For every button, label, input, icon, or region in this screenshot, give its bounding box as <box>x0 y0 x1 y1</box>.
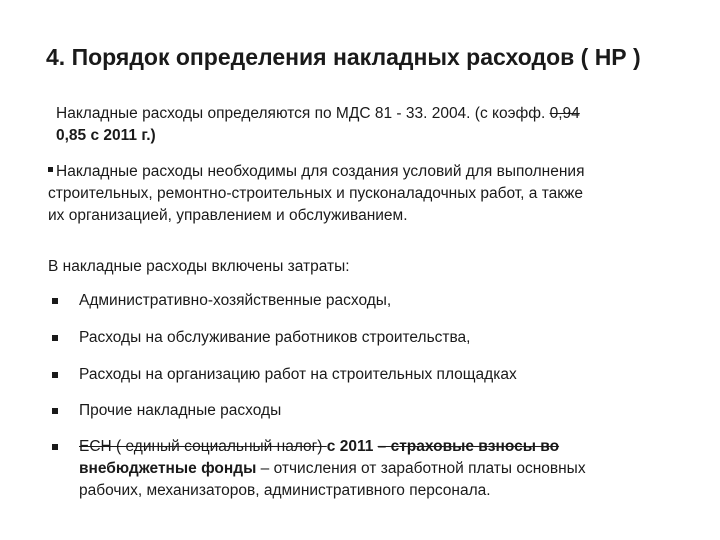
insurance-line-1 <box>79 436 586 458</box>
purpose-paragraph <box>48 161 698 227</box>
purpose-line-1: Накладные расходы необходимы для создания условий для выполнения <box>48 161 698 183</box>
square-bullet-icon <box>52 372 58 378</box>
intro-line-2: 0,85 с 2011 г.) <box>56 127 156 144</box>
slide-title: 4. Порядок определения накладных расходов ( НР ) <box>46 44 641 70</box>
year-2011: с 2011 <box>326 438 378 455</box>
costs-heading: В накладные расходы включены затраты: <box>48 258 350 275</box>
intro-text: Накладные расходы определяются по МДС 81 - 33. 2004. (с коэфф. <box>56 105 550 122</box>
insurance-line-2: внебюджетные фонды – отчисления от заработной платы основных <box>79 460 586 477</box>
intro-paragraph <box>56 103 706 147</box>
purpose-line-2: строительных, ремонтно-строительных и пусконаладочных работ, а также <box>48 185 584 202</box>
struck-coefficient: 0,94 <box>549 105 580 122</box>
struck-esn: ЕСН ( единый социальный налог) <box>79 438 327 455</box>
struck-insurance: – страховые взносы во <box>377 438 560 455</box>
insurance-line-3: рабочих, механизаторов, административного персонала. <box>79 482 491 499</box>
slide: 4. Порядок определения накладных расходов ( НР ) Накладные расходы определяются по МДС 81 - 33. 2004. (с коэфф. 0,94 0,85 с 2011 г.) Накладные расходы необходимы для создания условий для выполнения строительных, ремонтно-строительных и пусконаладочных работ, а также их организацией, управлением и обслуживанием. В накладные расходы включены затраты: Административно-хозяйственные расходы, Расходы на обслуживание работников строительства, Расходы на организацию работ на строительных площадках Прочие накладные расходы ЕСН ( единый социальный налог) с 2011 – страховые взносы во внебюджетные фонды – отчисления от заработной платы основных рабочих, механизаторов, административного персонала. <box>0 0 720 540</box>
purpose-line-3: их организацией, управлением и обслуживанием. <box>48 207 408 224</box>
square-bullet-icon <box>52 298 58 304</box>
funds-label: внебюджетные фонды <box>79 460 257 477</box>
intro-line-1 <box>56 103 706 125</box>
square-bullet-icon <box>48 167 53 172</box>
square-bullet-icon <box>52 335 58 341</box>
square-bullet-icon <box>52 408 58 414</box>
square-bullet-icon <box>52 444 58 450</box>
